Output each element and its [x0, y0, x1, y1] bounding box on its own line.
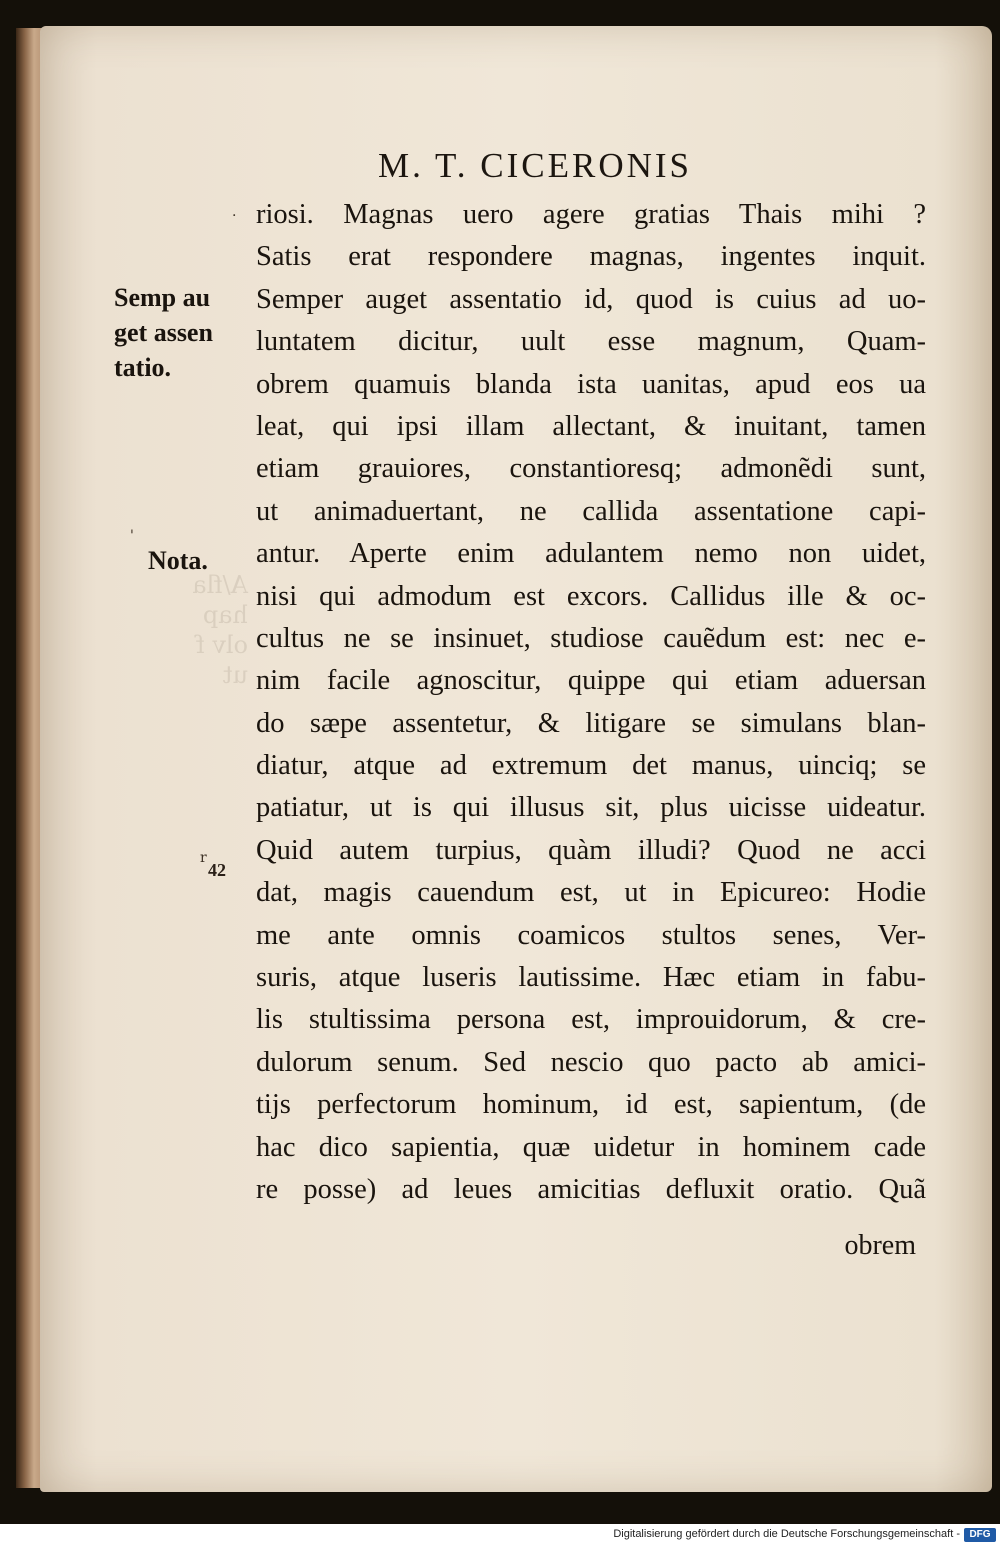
- folio-mark: 42: [208, 860, 226, 880]
- marginal-note-line: tatio.: [114, 353, 172, 382]
- text-line: ut animaduertant, ne callida assentatione capi-: [256, 495, 926, 527]
- funding-credit: Digitalisierung gefördert durch die Deutsche Forschungsgemeinschaft -: [613, 1528, 960, 1540]
- text-line: leat, qui ipsi illam allectant, & inuitant, tamen: [256, 410, 926, 442]
- running-head: M. T. CICERONIS: [378, 146, 693, 185]
- text-line: tijs perfectorum hominum, id est, sapientum, (de: [256, 1089, 926, 1121]
- dfg-logo: DFG: [964, 1528, 996, 1542]
- marginal-nota: Nota.: [148, 546, 208, 575]
- text-line: do sæpe assentetur, & litigare se simulans blan-: [256, 707, 926, 739]
- text-line: re posse) ad leues amicitias defluxit oratio. Quã: [256, 1173, 926, 1205]
- text-line: me ante omnis coamicos stultos senes, Ver-: [256, 919, 926, 951]
- text-line: riosi. Magnas uero agere gratias Thais mihi ?: [256, 199, 926, 230]
- show-through-text: A/fla hap olv f ut: [192, 571, 248, 689]
- text-line: hac dico sapientia, quæ uidetur in hominem cade: [256, 1131, 926, 1163]
- text-line: dat, magis cauendum est, ut in Epicureo: Hodie: [256, 877, 926, 909]
- marginal-note: [114, 280, 244, 385]
- text-line: nisi qui admodum est excors. Callidus ille & oc-: [256, 580, 926, 612]
- text-line: suris, atque luseris lautissime. Hæc etiam in fabu-: [256, 962, 926, 994]
- ink-speck: r: [200, 850, 207, 866]
- text-line: Quid autem turpius, quàm illudi? Quod ne acci: [256, 834, 926, 866]
- footer-bar: [0, 1524, 1000, 1546]
- marginal-note-line: Semp au: [114, 283, 211, 312]
- text-line: etiam grauiores, constantioresq; admonẽdi sunt,: [256, 453, 926, 485]
- text-line: obrem quamuis blanda ista uanitas, apud eos ua: [256, 368, 926, 400]
- text-line: Satis erat respondere magnas, ingentes inquit.: [256, 241, 926, 273]
- text-line: luntatem dicitur, uult esse magnum, Quam-: [256, 326, 926, 358]
- text-line: patiatur, ut is qui illusus sit, plus uicisse uideatur.: [256, 792, 926, 824]
- body-text: [256, 194, 926, 1211]
- text-line: dulorum senum. Sed nescio quo pacto ab amici-: [256, 1046, 926, 1078]
- ink-speck: ': [130, 528, 134, 544]
- catchword: obrem: [844, 1230, 916, 1261]
- ink-speck: ·: [232, 208, 237, 224]
- text-line: Semper auget assentatio id, quod is cuius ad uo-: [256, 283, 926, 315]
- text-line: cultus ne se insinuet, studiose cauẽdum est: nec e-: [256, 622, 926, 654]
- marginal-note-line: get assen: [114, 318, 213, 347]
- text-line: diatur, atque ad extremum det manus, uinciq; se: [256, 750, 926, 782]
- text-line: antur. Aperte enim adulantem nemo non uidet,: [256, 538, 926, 570]
- text-line: lis stultissima persona est, improuidorum, & cre-: [256, 1004, 926, 1036]
- text-line: nim facile agnoscitur, quippe qui etiam aduersan: [256, 665, 926, 697]
